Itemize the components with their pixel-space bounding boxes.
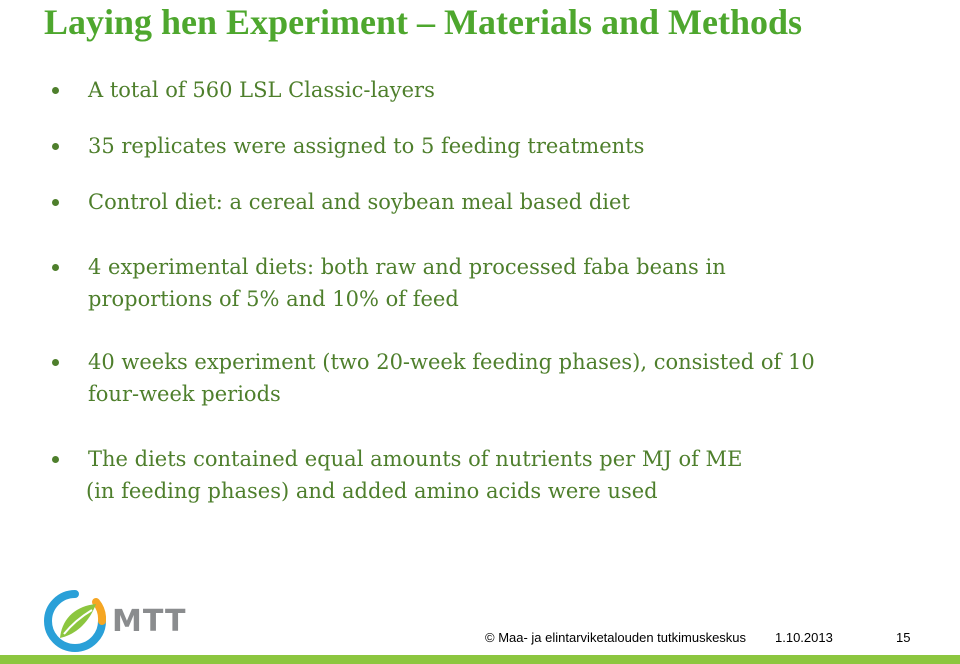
mtt-logo-text: MTT <box>112 604 187 639</box>
bullet-item <box>52 443 902 507</box>
bullet-item <box>52 130 902 162</box>
bullet-dot-icon <box>52 87 59 94</box>
mtt-logo-icon <box>44 590 106 652</box>
bullet-text: The diets contained equal amounts of nutrients per MJ of ME <box>88 447 743 471</box>
bullet-text: Control diet: a cereal and soybean meal based diet <box>88 190 630 214</box>
bullet-text: 4 experimental diets: both raw and processed faba beans in <box>88 255 726 279</box>
footer-date: 1.10.2013 <box>775 630 833 645</box>
bullet-text-line2: proportions of 5% and 10% of feed <box>88 287 459 311</box>
bullet-dot-icon <box>52 143 59 150</box>
bullet-text: A total of 560 LSL Classic-layers <box>88 78 435 102</box>
bullet-text: 35 replicates were assigned to 5 feeding treatments <box>88 134 645 158</box>
bullet-item <box>52 186 902 218</box>
bullet-dot-icon <box>52 359 59 366</box>
footer-bar <box>0 655 960 664</box>
footer-copyright: © Maa- ja elintarviketalouden tutkimuskeskus <box>485 630 747 645</box>
bullet-dot-icon <box>52 199 59 206</box>
footer-page-number: 15 <box>896 630 911 645</box>
bullet-text-line2: four-week periods <box>88 382 281 406</box>
bullet-item <box>52 346 902 410</box>
bullet-item <box>52 74 902 106</box>
bullet-text-line2: (in feeding phases) and added amino acids were used <box>86 479 658 503</box>
slide-title: Laying hen Experiment – Materials and Methods <box>44 2 803 42</box>
bullet-dot-icon <box>52 456 59 463</box>
bullet-dot-icon <box>52 264 59 271</box>
bullet-item <box>52 251 902 315</box>
bullet-text: 40 weeks experiment (two 20-week feeding phases), consisted of 10 <box>88 350 815 374</box>
